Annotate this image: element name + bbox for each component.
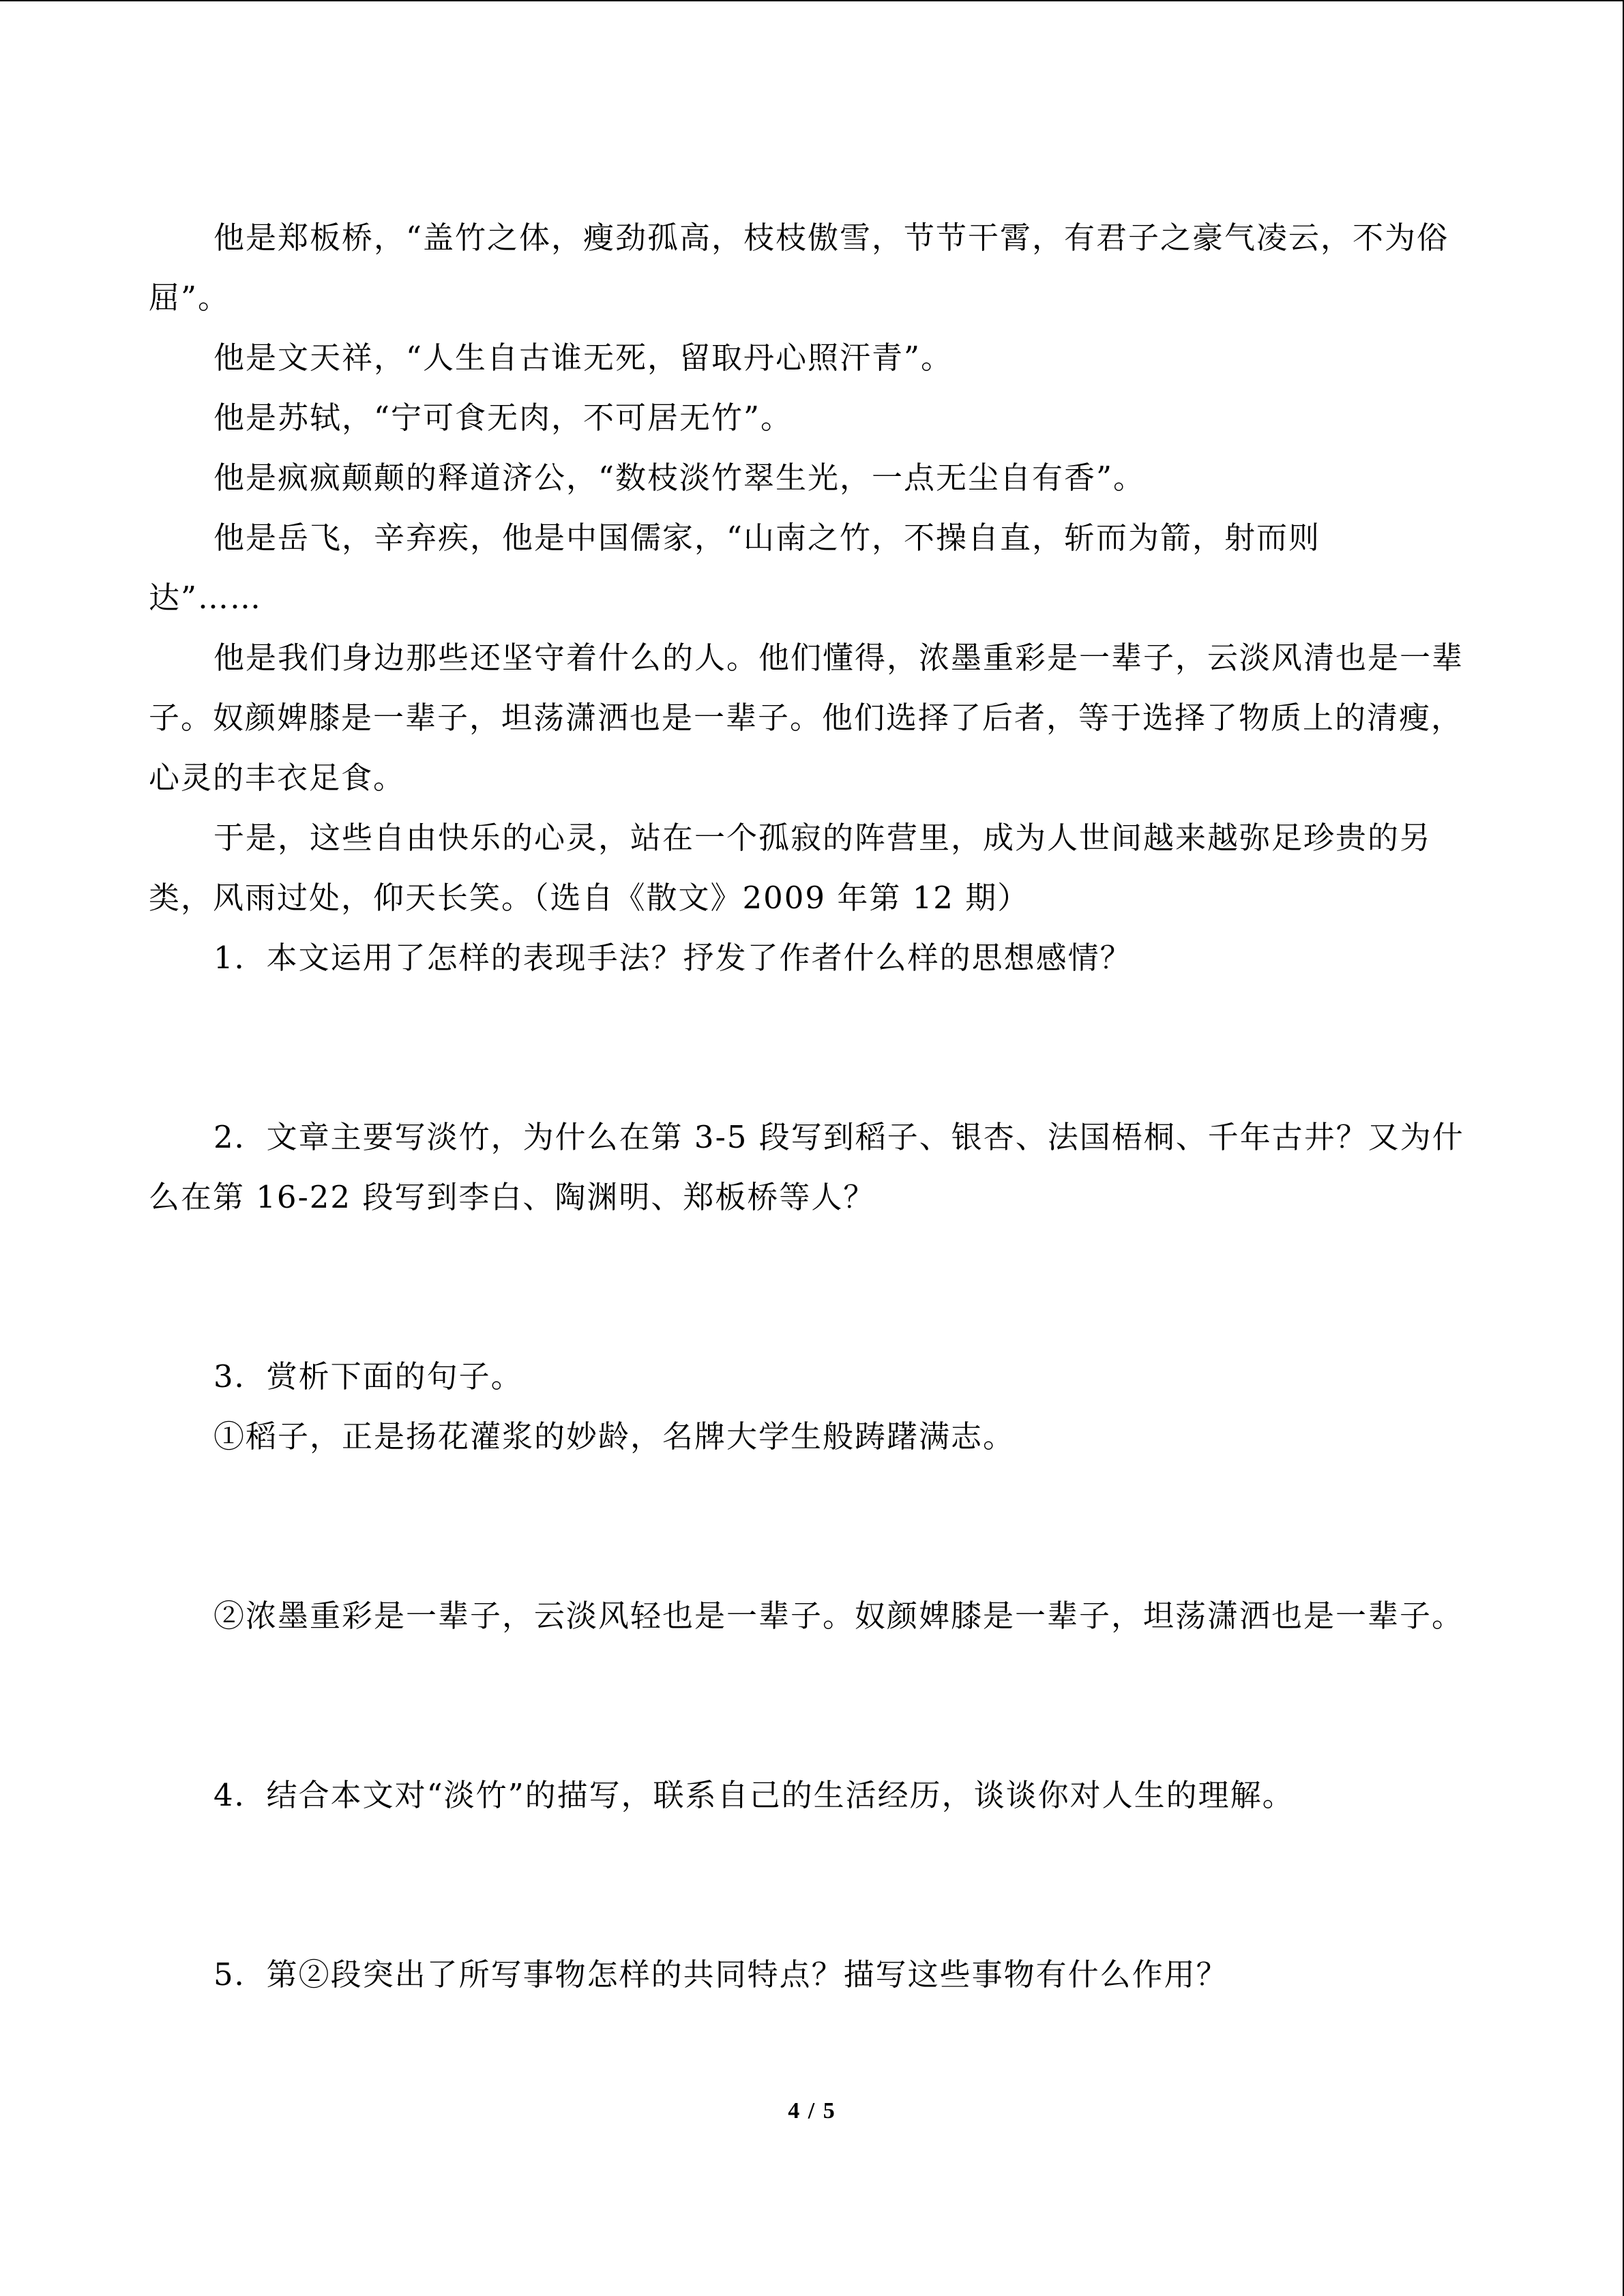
answer-space-3-1: [149, 1467, 1471, 1586]
answer-space-1: [149, 988, 1471, 1107]
answer-space-3-2: [149, 1646, 1471, 1765]
paragraph-ji-gong: 他是疯疯颠颠的释道济公，“数枝淡竹翠生光，一点无尘自有香”。: [213, 460, 1146, 496]
paragraph-yue-fei: 他是岳飞，辛弃疾，他是中国儒家，“山南之竹，不操自直，斩而为箭，射而则达”……: [149, 520, 1321, 616]
question-5: 5．第②段突出了所写事物怎样的共同特点？描写这些事物有什么作用？: [213, 1956, 1228, 1993]
paragraph-people-around-us: 他是我们身边那些还坚守着什么的人。他们懂得，浓墨重彩是一辈子，云淡风清也是一辈子。奴颜婢膝是一辈子，坦荡潇洒也是一辈子。他们选择了后者，等于选择了物质上的清瘦，心灵的丰衣足食。: [149, 640, 1464, 796]
question-3-sentence-2: ②浓墨重彩是一辈子，云淡风轻也是一辈子。奴颜婢膝是一辈子，坦荡潇洒也是一辈子。: [213, 1598, 1464, 1634]
question-3-sentence-1: ①稻子，正是扬花灌浆的妙龄，名牌大学生般踌躇满志。: [213, 1418, 1016, 1455]
question-4: 4．结合本文对“淡竹”的描写，联系自己的生活经历，谈谈你对人生的理解。: [213, 1777, 1295, 1813]
page-number: 4 / 5: [788, 2098, 836, 2123]
answer-space-4: [149, 1825, 1471, 1945]
paragraph-su-shi: 他是苏轼，“宁可食无肉，不可居无竹”。: [213, 400, 793, 436]
question-1: 1．本文运用了怎样的表现手法？抒发了作者什么样的思想感情？: [213, 940, 1132, 976]
question-3: 3．赏析下面的句子。: [213, 1358, 523, 1395]
paragraph-conclusion: 于是，这些自由快乐的心灵，站在一个孤寂的阵营里，成为人世间越来越弥足珍贵的另类，风雨过处，仰天长笑。（选自《散文》2009 年第 12 期）: [149, 820, 1432, 916]
question-2: 2．文章主要写淡竹，为什么在第 3-5 段写到稻子、银杏、法国梧桐、千年古井？又为什么在第 16-22 段写到李白、陶渊明、郑板桥等人？: [149, 1119, 1464, 1215]
paragraph-zheng-banqiao: 他是郑板桥，“盖竹之体，瘦劲孤高，枝枝傲雪，节节干霄，有君子之豪气凌云，不为俗屈”。: [149, 220, 1449, 316]
document-body: [149, 208, 1471, 2005]
answer-space-2: [149, 1227, 1471, 1347]
paragraph-wen-tianxiang: 他是文天祥，“人生自古谁无死，留取丹心照汗青”。: [213, 340, 954, 376]
